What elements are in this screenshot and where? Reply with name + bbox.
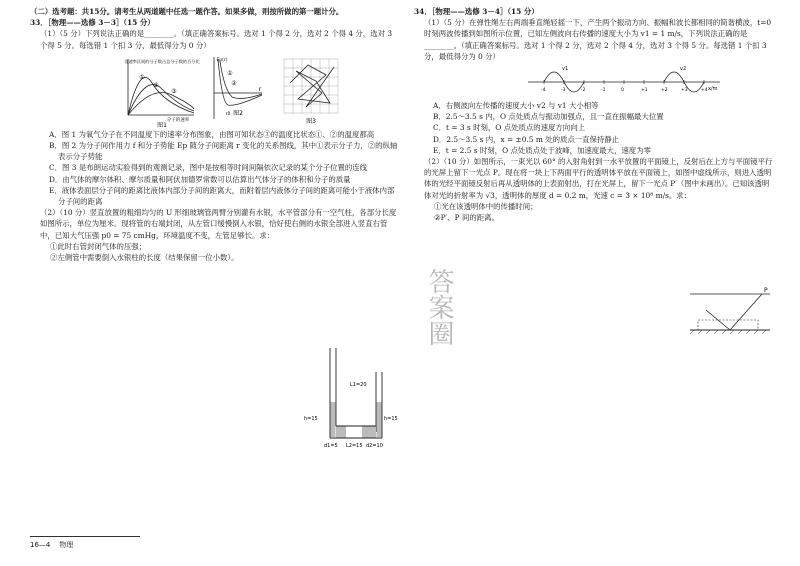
wave-tick-label: -2 [581, 88, 586, 94]
mirror-label-p: P [764, 287, 768, 294]
fig2-label-2: ② [231, 79, 237, 87]
q33-option-d: D．由气体的摩尔体积、摩尔质量和阿伏加德罗常数可以估算出气体分子的体积和分子的质量 [49, 174, 351, 184]
q33-figures [30, 53, 398, 127]
wave-tick-label: +1 [641, 88, 648, 94]
q34-option-c: C．t = 3 s 时刻，O 点处质点的速度方向向上 [433, 123, 585, 133]
q33-title: 33．［物理——选修 3－3］（15 分） [30, 18, 155, 28]
wave-tick-label: -4 [541, 88, 546, 94]
wave-label-v2: v2 [680, 66, 687, 73]
wave-tick-label: +2 [661, 88, 668, 94]
right-column [414, 6, 776, 294]
q34-option-a: A．右侧波向左传播的速度大小 v2 与 v1 大小相等 [433, 101, 599, 111]
wave-tick-label: -1 [601, 88, 606, 94]
q33-part1-stem: （1）（5 分）下列说法正确的是________。（填正确答案标号。选对 1 个得 2 分，选对 2 个得 4 分，选对 3 个得 5 分。每选错 1 个扣 3 分，最低得分为 0 分） [40, 29, 393, 50]
wave-tick-label: 0 [621, 88, 624, 94]
q33-option-e: E．液体表面层分子间的距离比液体内部分子间的距离大，而附着层内液体分子间的距离可能小于液体内部分子间的距离 [49, 185, 395, 207]
wave-axis-label: x/m [708, 86, 718, 93]
q33-sub2: ②左侧管中需要倒入水银柱的长度（结果保留一位小数）。 [50, 253, 239, 263]
q34-option-d: D．2.5～3.5 s 内，x = ±0.5 m 处的质点一直保持静止 [433, 134, 620, 144]
fig1-xlabel: 分子的速率 [166, 117, 190, 123]
fig1-label-2: ② [153, 81, 159, 89]
wave-tick-label: +4 [701, 88, 708, 94]
q34-part1-stem: （1）（5 分）在弹性绳左右两端垂直绳轻摇一下，产生两个振动方向、振幅和波长都相同的简谐横波，t=0 时刻两波传播到如图所示位置，已知左侧波向右传播的速度大小为 v1 = 1 m/s，下列说法正确的是________。（填正确答案标号。选对 1 个得 2 分，选对 2 个得 4 分，选对 3 个得 5 分。每选错 1 个扣 3 分，最低得分为 0 分） [424, 18, 772, 61]
q34-part2-stem: （2）（10 分）如图所示，一束光以 60° 的入射角射到一水平放置的平面镜上，反射后在上方与平面镜平行的光屏上留下一光点 P。现在将一块上下两面平行的透明体平放在平面镜上，如图中虚线所示，则进入透明体的光经平面镜反射后再从透明体的上表面射出，打在光屏上，留下一光点 P′（图中未画出）。已知该透明体对光的折射率为 √3，透明体的厚度 d = 0.2 m，光速 c = 3 × 10⁸ m/s。求： [424, 157, 773, 200]
subject-label: 物理 [59, 541, 74, 549]
watermark: 答案圈 [424, 268, 454, 346]
figure-1-speed-distribution [118, 53, 198, 127]
section-note: （二）选考题：共15分。请考生从两道题中任选一题作答。如果多做，则按所做的第一题计分。 [30, 7, 344, 16]
fig1-label-1: ① [139, 73, 145, 81]
fig2-ylabel: Ep(r) [216, 57, 228, 63]
q34-sub2: ②P′、P 间的距离。 [434, 213, 499, 223]
wave-label-v1: v1 [562, 66, 569, 73]
figure-2-potential-energy [206, 53, 266, 127]
q34-title: 34．［物理——选修 3－4］（15 分） [414, 7, 539, 16]
q33-option-a: A．图 1 为氧气分子在不同温度下的速率分布图象，由图可知状态③的温度比状态①、②的温度都高 [49, 129, 375, 139]
wave-diagram [524, 64, 724, 98]
utube-label-h-right: h=15 [384, 416, 398, 422]
fig1-caption: 图1 [157, 121, 167, 129]
fig2-caption: 图2 [233, 109, 243, 117]
figure-3-brownian-motion [278, 53, 344, 127]
u-tube-diagram [300, 342, 396, 452]
fig3-caption: 图3 [306, 117, 316, 125]
q33-option-b: B．图 2 为分子间作用力 f 和分子势能 Ep 随分子间距离 r 变化的关系图线，其中①表示分子力，②的纵轴表示分子势能 [49, 141, 398, 162]
page-number: 16—4 [30, 541, 51, 549]
fig1-title: 各速率区间的分子数占总分子数的百分比 [124, 58, 200, 64]
q33-part2-stem: （2）（10 分）竖直放置的粗细均匀的 U 形细玻璃管两臂分别灌有水银，水平管部分有一空气柱，各部分长度如图所示，单位为厘米。现将管的右端封闭，从左管口缓慢倒入水银，恰好使右侧的水银全部进入竖直右管中，已知大气压强 p0 = 75 cmHg，环境温度不变，左管足够长。求： [40, 208, 397, 240]
wave-tick-label: -3 [561, 88, 566, 94]
page-footer [30, 536, 140, 550]
q33-sub1: ①此时右管封闭气体的压强； [50, 241, 147, 251]
fig1-label-3: ③ [171, 87, 177, 95]
utube-label-d2: d2=10 [366, 443, 383, 449]
mirror-diagram [684, 282, 774, 342]
utube-label-d1: d1=5 [324, 443, 338, 449]
utube-label-L1: L1=20 [350, 382, 367, 388]
q34-option-e: E．t = 2.5 s 时刻，O 点处质点处于波峰，加速度最大，速度为零 [433, 145, 651, 155]
q33-option-c: C．图 3 是布朗运动实验得到的观测记录，图中是按相等时间间隔依次记录的某个分子位置的连线 [49, 163, 368, 173]
fig2-label-r0: r0 [225, 111, 231, 117]
q34-sub1: ①光在该透明体中的传播时间； [434, 201, 538, 211]
q34-option-b: B．2.5～3.5 s 内，O 点处质点与振动加强点，且一直在振幅最大位置 [433, 112, 664, 122]
fig2-xlabel: r [258, 85, 262, 93]
wave-tick-label: +3 [681, 88, 688, 94]
left-column [30, 6, 398, 449]
fig2-label-1: ① [227, 69, 233, 77]
utube-label-L2: L2=15 [346, 443, 363, 449]
utube-label-h-left: h=15 [304, 416, 318, 422]
